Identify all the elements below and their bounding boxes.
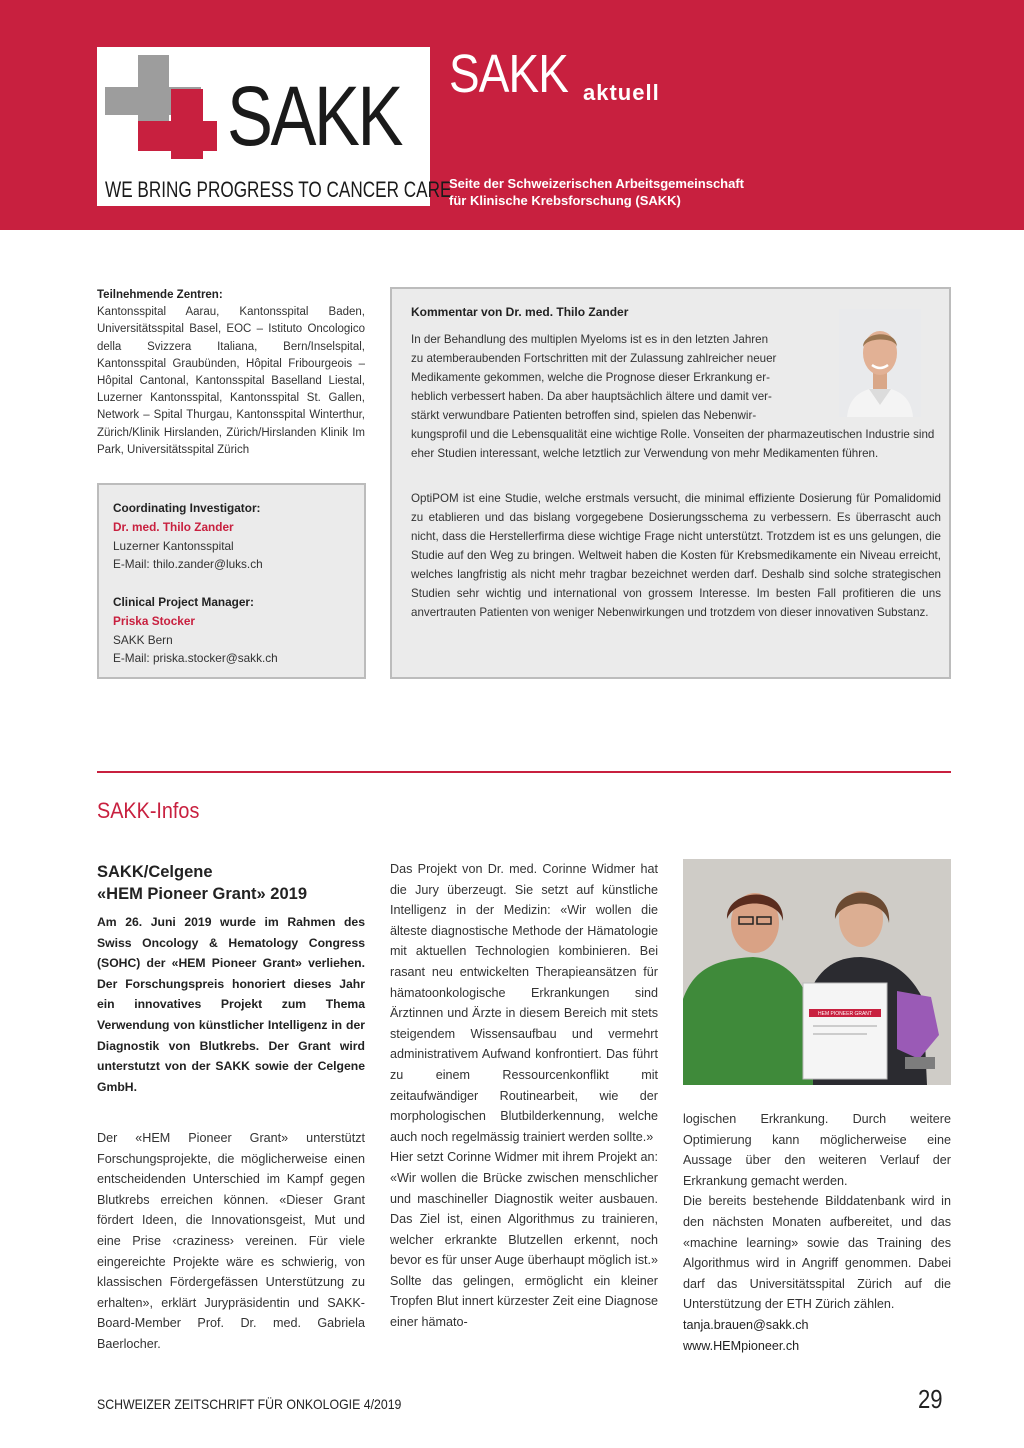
- comment-paragraph-1-rest: kungsprofil und die Lebensqualität eine wichtige Rolle. Vonseiten der pharmazeutischen Industrie sind eher Studien interessant, welche letztlich zur Verwendung von mehr Medikamenten führen.: [411, 428, 935, 460]
- centers-title: Teilnehmende Zentren:: [97, 289, 223, 301]
- author-portrait: [839, 309, 921, 417]
- comment-paragraph-2: OptiPOM ist eine Studie, welche erstmals versucht, die minimal effiziente Dosierung für Pomalidomid zu etablieren und das bislang vorgegebene Dosierungsschema zu verbessern. Es überrascht auch nicht, dass die Herstellerfirma diese wichtige Frage nicht unterstützt. Trotzdem ist es uns gelungen, die Studie auf den Weg zu bringen. Weltweit haben die Kosten für Krebsmedikamente ein Niveau erreicht, welches langfristig als nicht mehr tragbar bezeichnet werden darf. Deshalb sind solche strategischen Studien sehr wichtig und international von grossem Interesse. Im besten Fall profitieren die uns anvertrauten Patienten von weniger Nebenwirkungen und trotzdem von dieser innovativen Substanz.: [411, 492, 941, 619]
- comment-line: zu atemberaubenden Fortschritten mit der Zulassung zahlreicher neuer: [411, 352, 777, 365]
- comment-line: heblich verbessert haben. Da aber hauptsächlich ältere und damit ver-: [411, 390, 772, 403]
- coord-investigator-name: Dr. med. Thilo Zander: [113, 519, 234, 534]
- project-manager-org: SAKK Bern: [113, 632, 173, 647]
- coord-investigator-org: Luzerner Kantonsspital: [113, 538, 234, 553]
- participating-centers: [97, 287, 365, 459]
- article-column-3: [683, 1109, 951, 1356]
- masthead-subtitle: aktuell: [583, 80, 660, 105]
- article-column-2: [390, 859, 658, 1333]
- page-number: 29: [918, 1384, 943, 1414]
- article-column-1: Der «HEM Pioneer Grant» unterstützt Forschungsprojekte, die möglicherweise einen entscheidenden Unterschied im Kampf gegen Blutkrebs erreichen können. «Dieser Grant fördert Ideen, die Innovationsgeist, Mut und eine Prise ‹craziness› vereinen. Für viele eingereichte Projekte wäre es schwierig, von klassischen Fördergefässen Unterstützung zu erhalten», erklärt Jurypräsidentin und SAKK-Board-Member Prof. Dr. med. Gabriela Baerlocher.: [97, 1131, 365, 1351]
- contact-email-link[interactable]: tanja.brauen@sakk.ch: [683, 1317, 809, 1332]
- centers-text: Kantonsspital Aarau, Kantonsspital Baden, Universitätsspital Basel, EOC – Istituto Oncologico della Svizzera Italiana, Bern/Inselspital, Kantonsspital Graubünden, Hôpital Fribourgeois – Hôpital Cantonal, Kantonsspital Baselland Liestal, Luzerner Kantonsspital, Kantonsspital St. Gallen, Network – Spital Thurgau, Kantonsspital Winterthur, Zürich/Klinik Hirslanden, Zürich/Hirslanden Klinik Im Park, Universitätsspital Zürich: [97, 306, 365, 456]
- article-paragraph: logischen Erkrankung. Durch weitere Optimierung kann möglicherweise eine Aussage über den weiteren Verlauf der Erkrankung gemacht werden.: [683, 1112, 951, 1188]
- website-link[interactable]: www.HEMpioneer.ch: [683, 1338, 800, 1353]
- section-divider: [97, 771, 951, 773]
- article-paragraph: Hier setzt Corinne Widmer mit ihrem Projekt an: «Wir wollen die Brücke zwischen menschlicher und maschineller Diagnostik weiter ausbauen. Das Ziel ist, einen Algorithmus zu trainieren, welcher erkrankte Blutzellen erkennt, noch bevor es für unser Auge überhaupt möglich ist.» Sollte das gelingen, ermöglicht ein kleiner Tropfen Blut innert kürzester Zeit eine Diagnose einer hämato-: [390, 1150, 658, 1330]
- project-manager-email[interactable]: E-Mail: priska.stocker@sakk.ch: [113, 651, 278, 666]
- masthead-description: [449, 175, 744, 209]
- coord-investigator-email[interactable]: E-Mail: thilo.zander@luks.ch: [113, 557, 263, 572]
- article-title-line: «HEM Pioneer Grant» 2019: [97, 885, 308, 903]
- logo-wordmark: SAKK: [227, 69, 401, 163]
- comment-line: stärkt verwundbare Patienten betroffen sind, spielen das Nebenwir-: [411, 409, 757, 422]
- certificate-text: HEM PIONEER GRANT: [818, 1011, 872, 1017]
- comment-line: Medikamente gekommen, welche die Prognose dieser Erkrankung er-: [411, 371, 770, 384]
- comment-line: In der Behandlung des multiplen Myeloms ist es in den letzten Jahren: [411, 333, 769, 346]
- article-lead: Am 26. Juni 2019 wurde im Rahmen des Swiss Oncology & Hematology Congress (SOHC) der «HEM Pioneer Grant» verliehen. Der Forschungspreis honoriert dieses Jahr ein innovatives Projekt zum Thema Verwendung von künstlicher Intelligenz in der Diagnostik von Blutkrebs. Der Grant wird unterstutzt von der SAKK sowie der Celgene GmbH.: [97, 915, 365, 1094]
- logo-tagline: WE BRING PROGRESS TO CANCER CARE: [105, 177, 452, 202]
- coord-investigator-label: Coordinating Investigator:: [113, 501, 261, 515]
- comment-box: [390, 287, 951, 679]
- comment-title: Kommentar von Dr. med. Thilo Zander: [411, 305, 629, 319]
- section-title: SAKK-Infos: [97, 798, 200, 823]
- project-manager-name: Priska Stocker: [113, 613, 195, 628]
- masthead-title: SAKK: [449, 44, 569, 104]
- article-paragraph: Das Projekt von Dr. med. Corinne Widmer hat die Jury überzeugt. Sie setzt auf künstliche Intelligenz in der Medizin: «Wir wollen die älteste diagnostische Methode der Hämatologie mit aktuellen Technologien kombinieren. Bei rasant neu entwickelten Therapieansätzen für hämatoonkologische Erkrankungen sind Ärztinnen und Ärzte in diesem Bereich mit stets steigendem Wissensaufbau und vermehrt administrativem Aufwand konfrontiert. Das führt zu einem Ressourcenkonflikt mit zeitaufwändiger Routinearbeit, wie der morphologischen Blutbilderkennung, welche auch noch regelmässig trainiert werden sollte.»: [390, 862, 658, 1144]
- contact-box: [97, 483, 366, 679]
- masthead-description-line: Seite der Schweizerischen Arbeitsgemeinschaft: [449, 176, 745, 191]
- article-title-line: SAKK/Celgene: [97, 863, 213, 881]
- article-paragraph: Die bereits bestehende Bilddatenbank wird in den nächsten Monaten aufbereitet, und das «machine learning» sowie das Training des Algorithmus wird in Angriff genommen. Dabei darf das Universitätsspital Zürich auf die Unterstützung der ETH Zürich zählen.: [683, 1194, 951, 1312]
- masthead-description-line: für Klinische Krebsforschung (SAKK): [449, 193, 681, 208]
- header-banner: [0, 0, 1024, 230]
- journal-footer: SCHWEIZER ZEITSCHRIFT FÜR ONKOLOGIE 4/2019: [97, 1396, 402, 1412]
- comment-paragraph-1: [411, 330, 811, 425]
- award-photo: [683, 859, 951, 1085]
- article-title: [97, 861, 365, 905]
- sakk-logo: [97, 47, 452, 206]
- project-manager-label: Clinical Project Manager:: [113, 594, 254, 609]
